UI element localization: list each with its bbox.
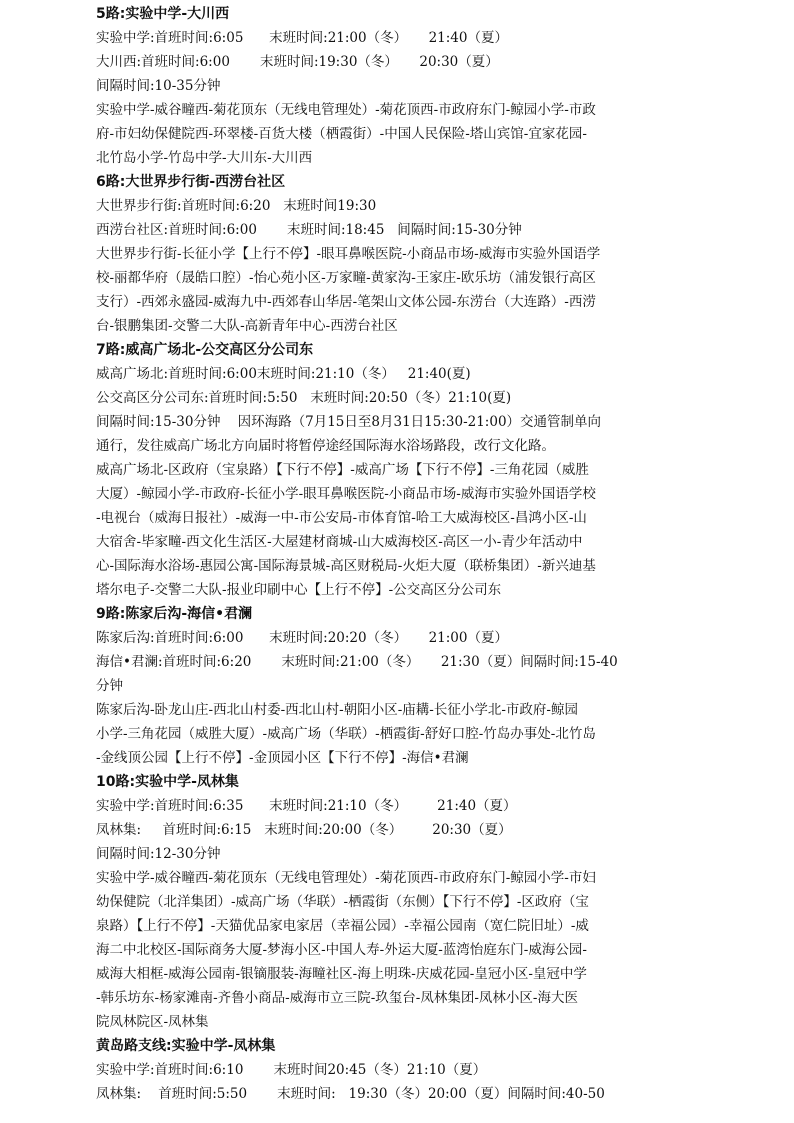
schedule-line: 间隔时间:15-30分钟 因环海路（7月15日至8月31日15:30-21:00）交通管制单向 — [96, 414, 602, 430]
stops-line: 台-银鹏集团-交警二大队-高新青年中心-西涝台社区 — [96, 318, 398, 334]
stops-line: 校-丽都华府（晟皓口腔）-怡心苑小区-万家疃-黄家沟-王家庄-欧乐坊（浦发银行高区 — [96, 270, 596, 286]
route-section — [96, 770, 708, 1034]
route-title: 9路:陈家后沟-海信•君澜 — [96, 606, 253, 622]
route-title: 7路:威高广场北-公交高区分公司东 — [96, 342, 314, 358]
schedule-line: 间隔时间:10-35分钟 — [96, 78, 221, 94]
route-section — [96, 1034, 708, 1106]
schedule-line: 凤林集: 首班时间:6:15 末班时间:20:00（冬） 20:30（夏） — [96, 822, 512, 838]
stops-line: 小学-三角花园（威胜大厦）-威高广场（华联）-栖霞街-舒好口腔-竹岛办事处-北竹岛 — [96, 726, 596, 742]
schedule-line: 公交高区分公司东:首班时间:5:50 末班时间:20:50（冬）21:10(夏) — [96, 390, 512, 406]
stops-line: 海二中北校区-国际商务大厦-梦海小区-中国人寿-外运大厦-蓝湾怡庭东门-威海公园- — [96, 942, 587, 958]
stops-line: 塔尔电子-交警二大队-报业印刷中心【上行不停】-公交高区分公司东 — [96, 582, 502, 598]
route-section — [96, 2, 708, 170]
schedule-line: 通行，发往威高广场北方向届时将暂停途经国际海水浴场路段，改行文化路。 — [96, 438, 555, 454]
stops-line: -电视台（威海日报社）-威海一中-市公安局-市体育馆-哈工大威海校区-昌鸿小区-山 — [96, 510, 587, 526]
schedule-line: 实验中学:首班时间:6:10 末班时间20:45（冬）21:10（夏） — [96, 1062, 487, 1078]
stops-line: 大世界步行街-长征小学【上行不停】-眼耳鼻喉医院-小商品市场-威海市实验外国语学 — [96, 246, 601, 262]
stops-line: 院凤林院区-凤林集 — [96, 1014, 209, 1030]
route-title: 10路:实验中学-凤林集 — [96, 774, 239, 790]
schedule-line: 间隔时间:12-30分钟 — [96, 846, 221, 862]
schedule-line: 凤林集: 首班时间:5:50 末班时间: 19:30（冬）20:00（夏）间隔时间:40-50 — [96, 1086, 605, 1102]
schedule-line: 大川西:首班时间:6:00 末班时间:19:30（冬） 20:30（夏） — [96, 54, 499, 70]
stops-line: 威高广场北-区政府（宝泉路）【下行不停】-威高广场【下行不停】-三角花园（威胜 — [96, 462, 589, 478]
route-title: 黄岛路支线:实验中学-凤林集 — [96, 1038, 276, 1054]
schedule-line: 西涝台社区:首班时间:6:00 末班时间:18:45 间隔时间:15-30分钟 — [96, 222, 522, 238]
stops-line: -金线顶公园【上行不停】-金顶园小区【下行不停】-海信•君澜 — [96, 750, 469, 766]
stops-line: 威海大相框-威海公园南-银镝服装-海疃社区-海上明珠-庆威花园-皇冠小区-皇冠中学 — [96, 966, 587, 982]
schedule-line: 陈家后沟:首班时间:6:00 末班时间:20:20（冬） 21:00（夏） — [96, 630, 508, 646]
route-section — [96, 170, 708, 338]
stops-line: 府-市妇幼保健院西-环翠楼-百货大楼（栖霞街）-中国人民保险-塔山宾馆-宜家花园- — [96, 126, 587, 142]
route-title: 6路:大世界步行街-西涝台社区 — [96, 174, 286, 190]
route-title: 5路:实验中学-大川西 — [96, 6, 230, 22]
schedule-line: 海信•君澜:首班时间:6:20 末班时间:21:00（冬） 21:30（夏）间隔时间:15-40 — [96, 654, 618, 670]
schedule-line: 实验中学:首班时间:6:05 末班时间:21:00（冬） 21:40（夏） — [96, 30, 508, 46]
stops-line: 实验中学-威谷疃西-菊花顶东（无线电管理处）-菊花顶西-市政府东门-鲸园小学-市政 — [96, 102, 596, 118]
stops-line: 支行）-西郊永盛园-威海九中-西郊春山华居-笔架山文体公园-东涝台（大连路）-西涝 — [96, 294, 596, 310]
stops-line: 陈家后沟-卧龙山庄-西北山村委-西北山村-朝阳小区-庙耩-长征小学北-市政府-鲸园 — [96, 702, 578, 718]
bus-route-document — [96, 2, 708, 1106]
schedule-line: 大世界步行街:首班时间:6:20 末班时间19:30 — [96, 198, 377, 214]
route-section — [96, 602, 708, 770]
schedule-line: 实验中学:首班时间:6:35 末班时间:21:10（冬） 21:40（夏） — [96, 798, 517, 814]
stops-line: 大厦）-鲸园小学-市政府-长征小学-眼耳鼻喉医院-小商品市场-威海市实验外国语学校 — [96, 486, 596, 502]
schedule-line: 分钟 — [96, 678, 123, 694]
stops-line: 心-国际海水浴场-惠园公寓-国际海景城-高区财税局-火炬大厦（联桥集团）-新兴迪基 — [96, 558, 596, 574]
stops-line: 北竹岛小学-竹岛中学-大川东-大川西 — [96, 150, 313, 166]
stops-line: 幼保健院（北洋集团）-威高广场（华联）-栖霞街（东侧）【下行不停】-区政府（宝 — [96, 894, 589, 910]
route-section — [96, 338, 708, 602]
schedule-line: 威高广场北:首班时间:6:00末班时间:21:10（冬） 21:40(夏) — [96, 366, 471, 382]
stops-line: 实验中学-威谷疃西-菊花顶东（无线电管理处）-菊花顶西-市政府东门-鲸园小学-市妇 — [96, 870, 596, 886]
stops-line: 泉路）【上行不停】-天猫优品家电家居（幸福公园）-幸福公园南（宽仁院旧址）-威 — [96, 918, 589, 934]
stops-line: 大宿舍-毕家疃-西文化生活区-大屋建材商城-山大威海校区-高区一小-青少年活动中 — [96, 534, 583, 550]
stops-line: -韩乐坊东-杨家滩南-齐鲁小商品-威海市立三院-玖玺台-凤林集团-凤林小区-海大医 — [96, 990, 578, 1006]
